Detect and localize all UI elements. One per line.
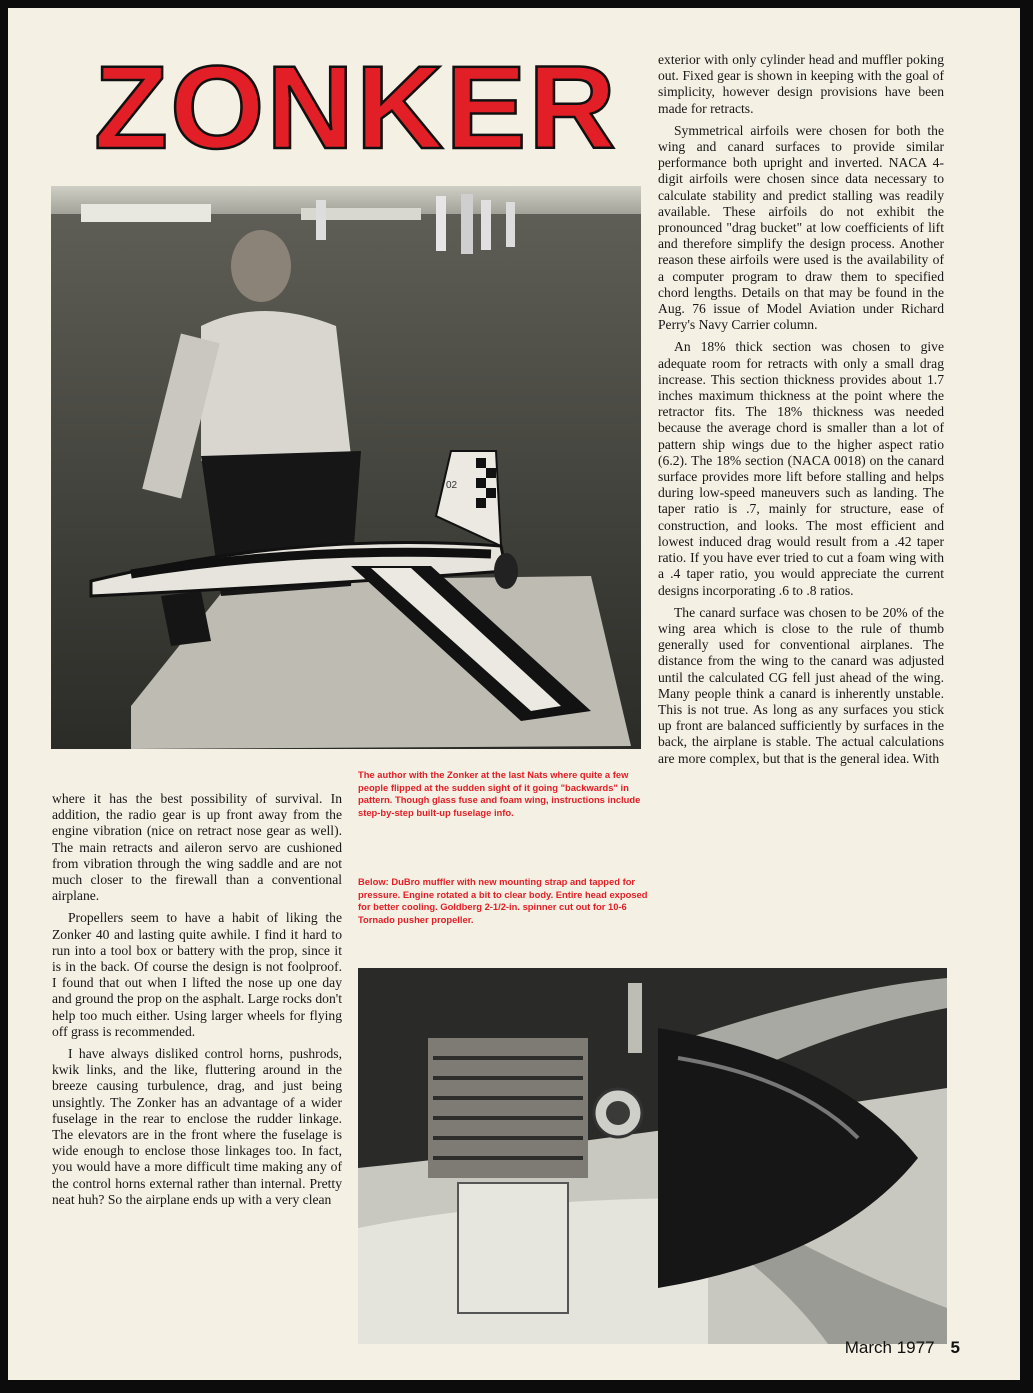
photo-caption-top: The author with the Zonker at the last Nats where quite a few people flipped at the sudden sight of it going "backwards" in pattern. Though glass fuse and foam wing, instructions include step-by-step built-up fuselage info.: [358, 769, 641, 818]
paragraph: exterior with only cylinder head and muffler poking out. Fixed gear is shown in keeping with the goal of simplicity, however design provisions have been made for retracts.: [658, 52, 944, 116]
page-footer: [845, 1338, 960, 1358]
photo-caption-bottom: Below: DuBro muffler with new mounting strap and tapped for pressure. Engine rotated a bit to clear body. Entire head exposed for better cooling. Goldberg 2-1/2-in. spinner cut out for 10-6 Tornado pusher propeller.: [358, 876, 648, 925]
paragraph: I have always disliked control horns, pushrods, kwik links, and the like, fluttering around in the breeze causing turbulence, drag, and just being unsightly. The Zonker has an advantage of a wider fuselage in the rear to enclose the rudder linkage. The elevators are in the front where the fuselage is wide enough to enclose those linkages too. In fact, you would have a more difficult time making any of the control horns external rather than internal. Pretty neat huh? So the airplane ends up with a very clean: [52, 1046, 342, 1207]
article-column-left: [52, 791, 342, 1208]
paragraph: Symmetrical airfoils were chosen for both the wing and canard surfaces to provide similar performance both upright and inverted. NACA 4-digit airfoils were chosen since data necessary to calculate stability and predict stalling was readily available. These airfoils do not exhibit the pronounced "drag bucket" at low coefficients of lift and therefore simplify the design process. Another reason these airfoils were used is the availability of a computer program to draw them to specified chord lengths. Details on that may be found in the Aug. 76 issue of Model Aviation under Richard Perry's Navy Carrier column.: [658, 122, 944, 333]
paragraph: where it has the best possibility of survival. In addition, the radio gear is up front away from the engine vibration (nice on retract nose gear as well). The main retracts and aileron servo are cushioned from vibration through the wing saddle and are not much closer to the firewall than a conventional airplane.: [52, 791, 342, 904]
paragraph: The canard surface was chosen to be 20% of the wing area which is close to the rule of thumb generally used for conventional airplanes. The distance from the wing to the canard was adjusted until the calculated CG fell just ahead of the wing. Many people think a canard is inherently unstable. This is not true. As long as any surfaces you stick up front are balanced sufficiently by surfaces in the back, the airplane is stable. The actual calculations are more complex, but that is the general idea. With: [658, 604, 944, 766]
issue-date: March 1977: [844, 1338, 935, 1357]
tail-number-text: 02: [446, 480, 458, 491]
magazine-page: [8, 8, 1020, 1380]
zonker-title-logo: [88, 48, 628, 168]
page-number: 5: [950, 1338, 960, 1357]
engine-closeup-photo: [358, 968, 947, 1344]
paragraph: Propellers seem to have a habit of liking the Zonker 40 and lasting quite awhile. I find it hard to run into a tool box or battery with the prop, since it is in the back. Of course the design is not foolproof. I found that out when I lifted the nose up one day and ground the prop on the asphalt. Large rocks don't help too much either. Using larger wheels for flying off grass is recommended.: [52, 910, 342, 1039]
paragraph: An 18% thick section was chosen to give adequate room for retracts with only a small drag increase. This section thickness provides about 1.7 inches maximum thickness at the point where the retractor fits. The 18% thickness was needed because the average chord is smaller than a lot of pattern ship wings due to the higher aspect ratio (6.2). The 18% section (NACA 0018) on the canard surface provides more lift before stalling and helps during low-speed maneuvers such as landing. The taper ratio is .7, mainly for structure, ease of construction, and looks. The most efficient and lowest induced drag would result from a .42 taper ratio. If you have ever tried to cut a foam wing with a .4 taper ratio, you would appreciate the current designs incorporating .6 to .8 ratios.: [658, 339, 944, 598]
author-with-zonker-photo: [51, 186, 641, 749]
title-text: ZONKER: [94, 48, 618, 168]
article-column-right: [658, 52, 944, 767]
article-title: [88, 48, 628, 168]
